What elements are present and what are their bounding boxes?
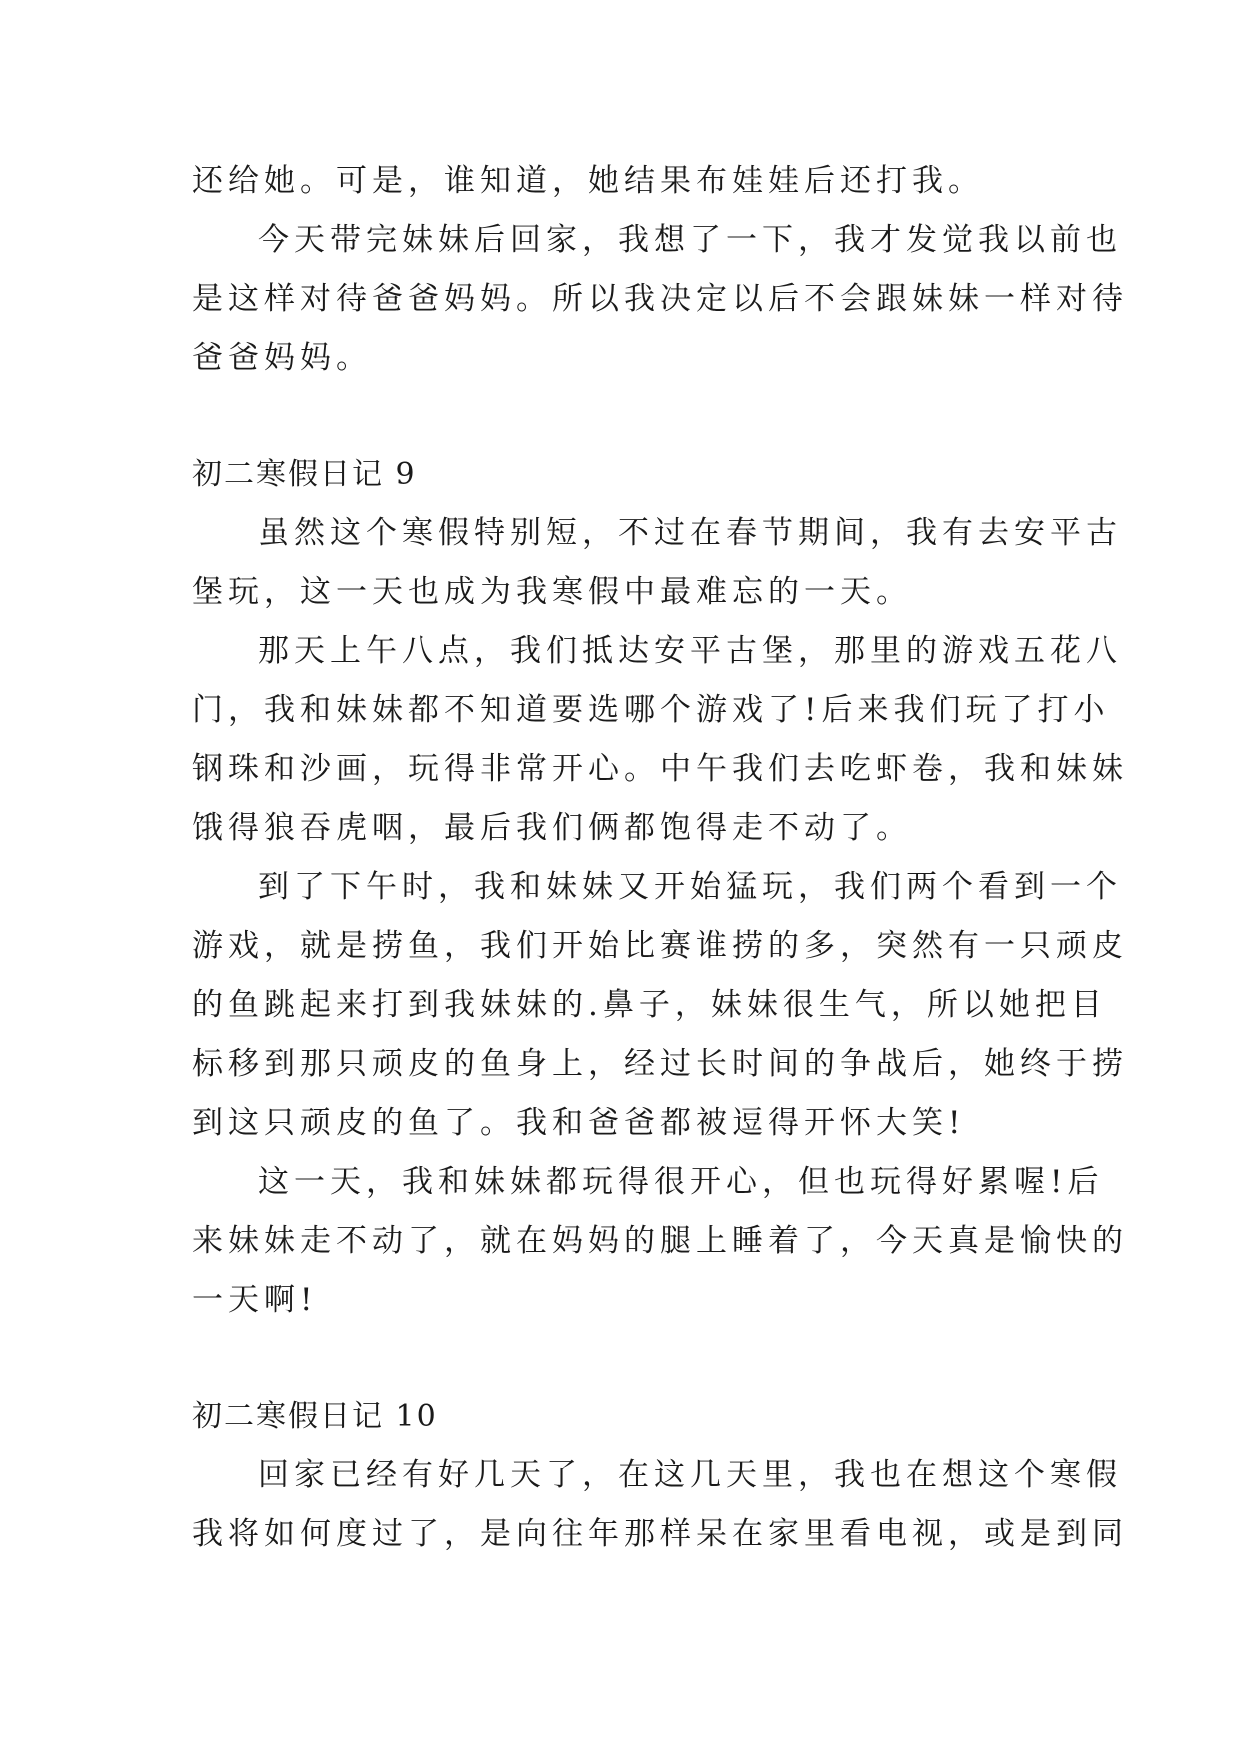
- section-spacer: [192, 1330, 1052, 1387]
- paragraph-line: 饿得狼吞虎咽，最后我们俩都饱得走不动了。: [192, 810, 912, 846]
- paragraph-line: 这一天，我和妹妹都玩得很开心，但也玩得好累喔!后: [258, 1164, 1104, 1200]
- paragraph: [192, 858, 1128, 1153]
- paragraph-line: 爸爸妈妈。: [192, 340, 372, 376]
- paragraph-line: 回家已经有好几天了，在这几天里，我也在想这个寒假: [258, 1457, 1122, 1493]
- paragraph-line: 我将如何度过了，是向往年那样呆在家里看电视，或是到同: [192, 1516, 1128, 1552]
- paragraph-line: 标移到那只顽皮的鱼身上，经过长时间的争战后，她终于捞: [192, 1046, 1128, 1082]
- paragraph: [192, 622, 1128, 858]
- paragraph-line: 钢珠和沙画，玩得非常开心。中午我们去吃虾卷，我和妹妹: [192, 751, 1128, 787]
- paragraph-line: 那天上午八点，我们抵达安平古堡，那里的游戏五花八: [258, 633, 1122, 669]
- paragraph-line: 虽然这个寒假特别短，不过在春节期间，我有去安平古: [258, 515, 1122, 551]
- section-heading: 初二寒假日记 10: [192, 1399, 438, 1434]
- paragraph: [192, 211, 1128, 388]
- paragraph: [192, 1153, 1128, 1330]
- paragraph-line: 到了下午时，我和妹妹又开始猛玩，我们两个看到一个: [258, 869, 1122, 905]
- paragraph-line: 到这只顽皮的鱼了。我和爸爸都被逗得开怀大笑!: [192, 1105, 966, 1141]
- paragraph: [192, 152, 1052, 211]
- section-heading: 初二寒假日记 9: [192, 457, 417, 492]
- paragraph-line: 堡玩，这一天也成为我寒假中最难忘的一天。: [192, 574, 912, 610]
- paragraph-line: 今天带完妹妹后回家，我想了一下，我才发觉我以前也: [258, 222, 1122, 258]
- paragraph: [192, 1446, 1128, 1564]
- paragraph-line: 来妹妹走不动了，就在妈妈的腿上睡着了，今天真是愉快的: [192, 1223, 1128, 1259]
- document-page: [192, 152, 1128, 1564]
- paragraph-line: 游戏，就是捞鱼，我们开始比赛谁捞的多，突然有一只顽皮: [192, 928, 1128, 964]
- paragraph-line: 的鱼跳起来打到我妹妹的.鼻子，妹妹很生气，所以她把目: [192, 987, 1107, 1023]
- paragraph-line: 还给她。可是，谁知道，她结果布娃娃后还打我。: [192, 163, 984, 199]
- paragraph-line: 是这样对待爸爸妈妈。所以我决定以后不会跟妹妹一样对待: [192, 281, 1128, 317]
- section-spacer: [192, 388, 1052, 445]
- paragraph-line: 一天啊!: [192, 1282, 318, 1318]
- paragraph: [192, 504, 1122, 622]
- paragraph-line: 门，我和妹妹都不知道要选哪个游戏了!后来我们玩了打小: [192, 692, 1110, 728]
